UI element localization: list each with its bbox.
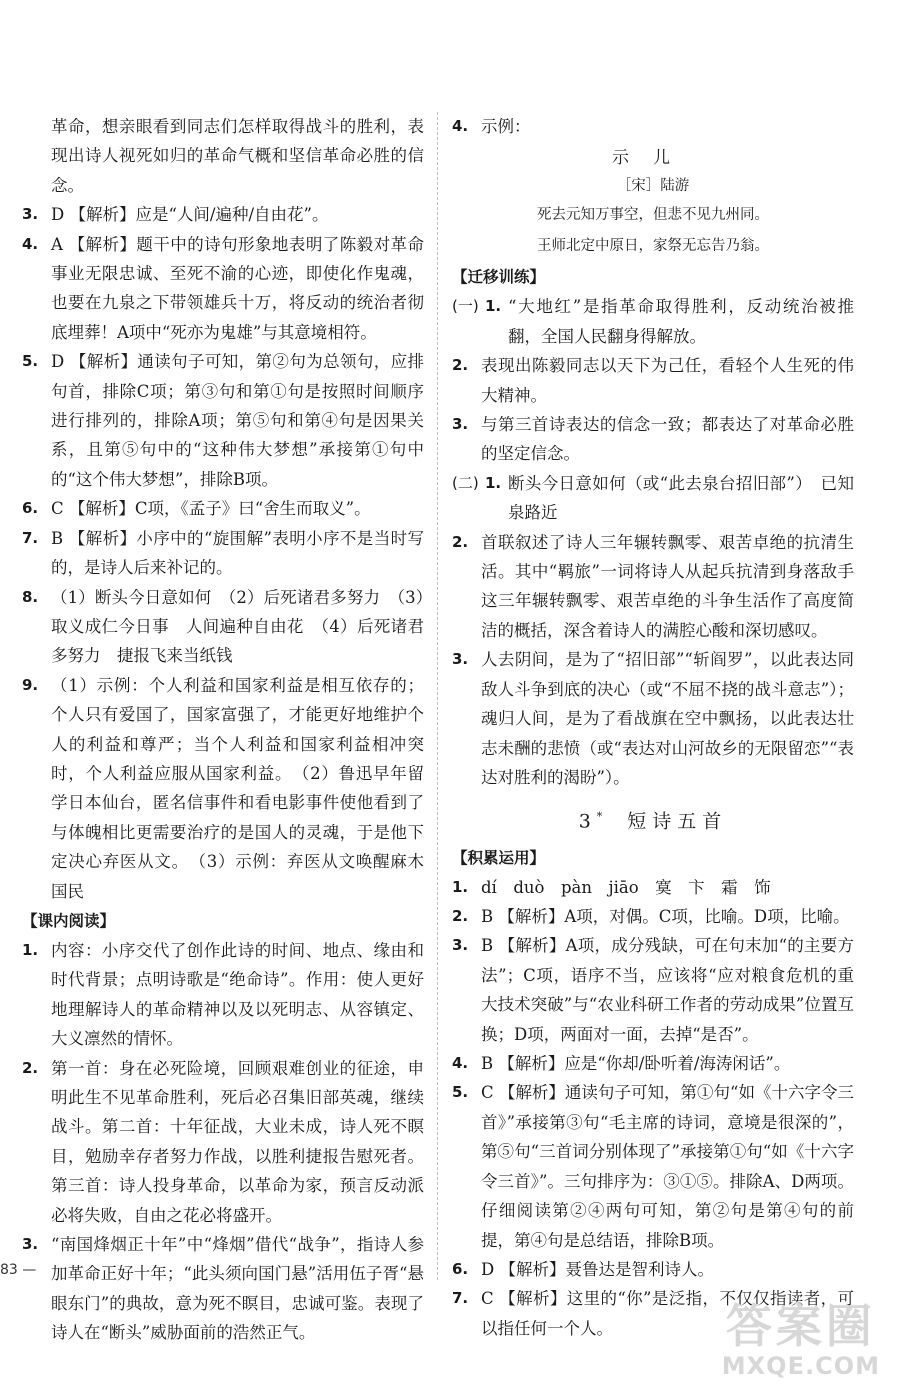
- item-text: 内容：小序交代了创作此诗的时间、地点、缘由和时代背景；点明诗歌是“绝命诗”。作用：使人更好地理解诗人的革命精神以及以死明志、从容镇定、大义凛然的情怀。: [51, 940, 424, 1049]
- item-number: 7.: [22, 528, 39, 547]
- item-text: D 【解析】通读句子可知，第②句为总领句，应排句首，排除C项；第③句和第①句是按照时间顺序进行排列的，排除A项；第⑤句和第④句是因果关系，且第⑤句中的“这种伟大梦想”承接第①句中的“这个伟大梦想”，排除B项。: [51, 352, 424, 489]
- item-number: 8.: [22, 587, 39, 606]
- answer-item: [452, 1078, 854, 1254]
- item-text: 与第三首诗表达的信念一致；都表达了对革命必胜的坚定信念。: [481, 415, 854, 464]
- part-tag: (一): [452, 297, 479, 316]
- poem-line: 死去元知万事空，但悲不见九州同。: [537, 207, 769, 224]
- column-divider: [437, 112, 438, 1280]
- item-number: 3.: [452, 936, 469, 955]
- item-text: B 【解析】A项，成分残缺，可在句末加“的主要方法”；C项，语序不当，应该将“应对粮食危机的重大技术突破”与“农业科研工作者的劳动成果”位置互换；D项，两面对一面，去掉“是否”。: [481, 936, 854, 1044]
- answer-item: [22, 583, 424, 671]
- item-number: 6.: [22, 499, 39, 518]
- answer-item: [22, 347, 424, 494]
- item-number: 2.: [452, 356, 469, 375]
- item-text: 表现出陈毅同志以天下为己任，看轻个人生死的伟大精神。: [481, 356, 854, 405]
- item-text: （1）示例：个人利益和国家利益是相互依存的；个人只有爱国了，国家富强了，才能更好地维护个人的利益和尊严；当个人利益和国家利益相冲突时，个人利益应服从国家利益。 （2）鲁迅早年留学日本仙台，匿名信事件和看电影事件使他看到了与体魄相比更需要治疗的是国人的灵魂，于是他下定决心弃医从文。 （3）示例：弃医从文唤醒麻木国民: [51, 675, 424, 901]
- item-text: A 【解析】题干中的诗句形象地表明了陈毅对革命事业无限忠诚、至死不渝的心迹，即使化作鬼魂，也要在九泉之下带领雄兵十万，将反动的统治者彻底埋葬！A项中“死亦为鬼雄”与其意境相符。: [51, 234, 424, 342]
- answer-item: [22, 1230, 424, 1348]
- item-number: 7.: [452, 1289, 469, 1308]
- watermark-url: MXQE.COM: [721, 1352, 880, 1380]
- item-number: 6.: [452, 1259, 469, 1278]
- item-text: C 【解析】这里的“你”是泛指，不仅仅指读者，可以指任何一个人。: [481, 1289, 854, 1338]
- answer-item: [22, 200, 424, 229]
- item-text: B 【解析】应是“你却/卧听着/海涛闲话”。: [481, 1054, 791, 1074]
- item-text: B 【解析】A项，对偶。C项，比喻。D项，比喻。: [481, 907, 850, 927]
- item-number: 2.: [452, 532, 469, 551]
- item-number: 3.: [22, 1235, 39, 1254]
- item-number: 4.: [452, 117, 469, 135]
- answer-item: [452, 873, 854, 902]
- left-column: [22, 112, 424, 1348]
- item-number: 9.: [22, 675, 39, 694]
- item-text: D 【解析】聂鲁达是智利诗人。: [481, 1259, 714, 1279]
- item-number: 4.: [452, 1054, 469, 1073]
- item-text: C 【解析】通读句子可知，第①句“如《十六字令三首》”承接第③句“毛主席的诗词，意境是很深的”，第⑤句“三首词分别体现了”承接第①句“如《十六字令三首》”。三句排序为：③①⑤。排除A、D两项。仔细阅读第②④两句可知，第②句是第④句的前提，第④句是总结语，排除B项。: [481, 1083, 854, 1250]
- answer-item: [452, 469, 854, 528]
- watermark-logo: [722, 1300, 880, 1380]
- item-text: 第一首：身在必死险境，回顾艰难创业的征途，申明此生不见革命胜利，死后必召集旧部英魂，继续战斗。第二首：十年征战，大业未成，诗人死不瞑目，勉励幸存者努力作战，以胜利捷报告慰死者。第三首：诗人投身革命，以革命为家，预言反动派必将失败，自由之花必将盛开。: [51, 1058, 424, 1225]
- item-number: 2.: [22, 1058, 39, 1077]
- answer-item: [22, 936, 424, 1054]
- item-text: “南国烽烟正十年”中“烽烟”借代“战争”，指诗人参加革命正好十年；“此头须向国门悬”活用伍子胥“悬眼东门”的典故，意为死不瞑目，忠诚可鉴。表现了诗人在“断头”威胁面前的浩然正气。: [51, 1235, 424, 1343]
- answer-item: [452, 931, 854, 1049]
- part-tag: (二): [452, 473, 479, 492]
- item-number: 3.: [452, 415, 469, 434]
- item-text: （1）断头今日意如何 （2）后死诸君多努力 （3）取义成仁今日事 人间遍种自由花 （4）后死诸君多努力 捷报飞来当纸钱: [51, 587, 424, 666]
- answer-item: [452, 112, 854, 141]
- continued-text: [22, 112, 424, 200]
- lesson-number: 3: [578, 810, 597, 833]
- answer-item: [452, 528, 854, 646]
- section-heading: 【迁移训练】: [452, 268, 546, 287]
- answer-item: [452, 292, 854, 351]
- poem-author: ［宋］陆游: [616, 178, 690, 195]
- item-number: 1.: [22, 940, 39, 959]
- answer-item: [452, 1255, 854, 1284]
- section-heading: 【积累运用】: [452, 848, 546, 867]
- answer-item: [22, 494, 424, 523]
- poem-line: 王师北定中原日，家祭无忘告乃翁。: [537, 238, 769, 255]
- item-text: 示例：: [481, 117, 531, 136]
- right-column: [452, 112, 854, 1343]
- item-number: 3.: [452, 650, 469, 669]
- item-number: 5.: [22, 352, 39, 371]
- item-number: 5.: [452, 1083, 469, 1102]
- answer-item: [22, 1054, 424, 1230]
- item-number: 1.: [485, 473, 502, 492]
- section-heading: 【课内阅读】: [22, 911, 116, 930]
- item-number: 3.: [22, 205, 39, 224]
- page-number: 83 —: [0, 1262, 37, 1278]
- item-text: 断头今日意如何（或“此去泉台招旧部”） 已知泉路近: [508, 473, 854, 523]
- item-text: 首联叙述了诗人三年辗转飘零、艰苦卓绝的抗清生活。其中“羁旅”一词将诗人从起兵抗清到身落敌手这三年辗转飘零、艰苦卓绝的斗争生活作了高度简洁的概括，深含着诗人的满腔心酸和深切感叹。: [481, 532, 854, 640]
- item-number: 1.: [485, 297, 502, 316]
- item-text: C 【解析】C项，《孟子》曰“舍生而取义”。: [51, 499, 371, 519]
- answer-item: [22, 524, 424, 583]
- answer-item: [452, 902, 854, 931]
- lesson-heading: [452, 796, 854, 842]
- lesson-mark: *: [596, 810, 603, 824]
- item-number: 1.: [452, 877, 469, 896]
- lesson-title: 短诗五首: [627, 810, 728, 833]
- answer-item: [22, 671, 424, 906]
- item-text: B 【解析】小序中的“旋围解”表明小序不是当时写的，是诗人后来补记的。: [51, 528, 424, 578]
- watermark-text: 答案圈: [725, 1299, 876, 1353]
- item-text: D 【解析】应是“人间/遍种/自由花”。: [51, 205, 329, 225]
- answer-item: [452, 351, 854, 410]
- continued-text-body: 革命，想亲眼看到同志们怎样取得战斗的胜利，表现出诗人视死如归的革命气概和坚信革命必胜的信念。: [51, 117, 424, 195]
- item-number: 4.: [22, 234, 39, 253]
- answer-item: [22, 230, 424, 348]
- item-text: 人去阴间，是为了“招旧部”“斩阎罗”，以此表达同敌人斗争到底的决心（或“不屈不挠的战斗意志”）；魂归人间，是为了看战旗在空中飘扬，以此表达壮志未酬的悲愤（或“表达对山河故乡的无限留恋”“表达对胜利的渴盼”）。: [481, 650, 854, 787]
- answer-item: [452, 645, 854, 792]
- item-text: “大地红”是指革命取得胜利，反动统治被推翻，全国人民翻身得解放。: [508, 297, 854, 346]
- answer-item: [452, 410, 854, 469]
- poem-title: 示儿: [612, 148, 694, 169]
- item-number: 2.: [452, 907, 469, 926]
- item-text: dí duò pàn jiāo 寞 卞 霜 饰: [481, 877, 771, 897]
- answer-item: [452, 1049, 854, 1078]
